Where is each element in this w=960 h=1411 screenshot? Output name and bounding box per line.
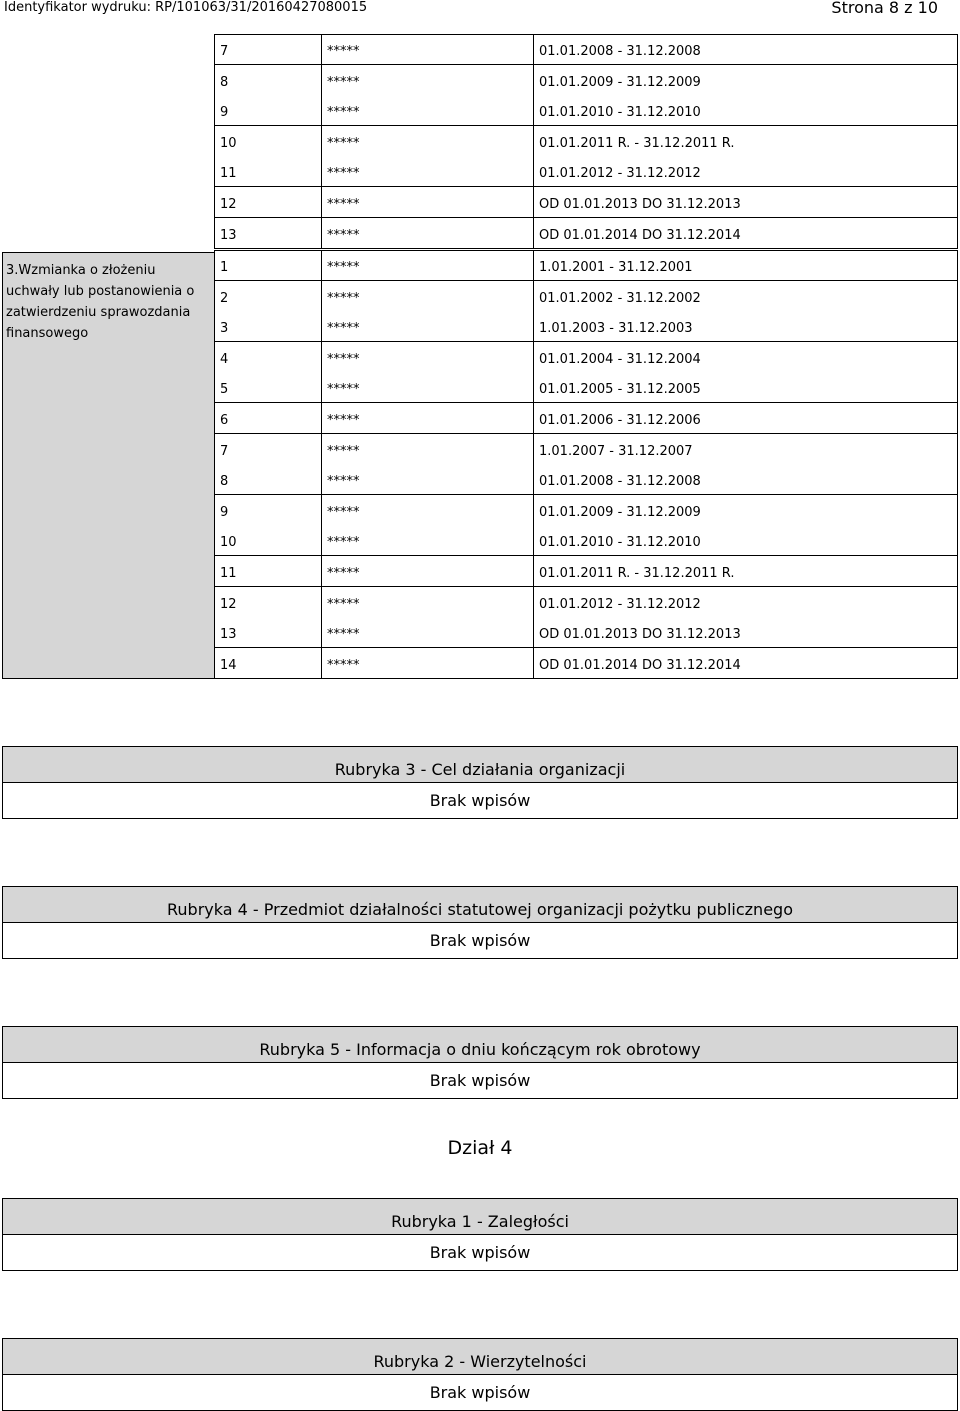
row-period: 1.01.2003 - 31.12.2003 [533,311,958,342]
row-number: 14 [214,648,321,679]
row-status: ***** [321,218,533,249]
dzial-4-rubryka-2-title: Rubryka 2 - Wierzytelności [3,1339,957,1375]
dzial-heading: Dział 4 [447,1137,513,1159]
row-period: 1.01.2001 - 31.12.2001 [533,250,958,281]
table-row [214,156,958,187]
row-status: ***** [321,156,533,187]
row-status: ***** [321,342,533,373]
row-period: 01.01.2012 - 31.12.2012 [533,156,958,187]
row-status: ***** [321,495,533,526]
dzial-4-rubryka-1-content: Brak wpisów [429,1243,531,1262]
row-status: ***** [321,65,533,96]
row-period: 1.01.2007 - 31.12.2007 [533,434,958,465]
row-status: ***** [321,403,533,434]
dzial-4-rubryka-1-title: Rubryka 1 - Zaległości [3,1199,957,1235]
table-row [214,617,958,648]
row-number: 11 [214,156,321,187]
rubryka-5-content: Brak wpisów [429,1071,531,1090]
table-row [214,434,958,465]
print-identifier: Identyfikator wydruku: RP/101063/31/20160427080015 [4,0,368,15]
table-row [214,556,958,587]
row-number: 6 [214,403,321,434]
table-row [214,464,958,495]
rubryka-3 [2,746,958,819]
table-row [214,187,958,218]
row-number: 8 [214,464,321,495]
row-status: ***** [321,34,533,65]
row-number: 4 [214,342,321,373]
section-3-label: 3.Wzmianka o złożeniu uchwały lub postanowienia o zatwierdzeniu sprawozdania finansowego [6,263,195,341]
rubryka-3-content: Brak wpisów [429,791,531,810]
table-row [214,525,958,556]
row-period: 01.01.2006 - 31.12.2006 [533,403,958,434]
table-row [214,587,958,618]
row-status: ***** [321,464,533,495]
table-row [214,311,958,342]
row-status: ***** [321,587,533,618]
row-status: ***** [321,187,533,218]
row-period: OD 01.01.2013 DO 31.12.2013 [533,617,958,648]
row-status: ***** [321,525,533,556]
rubryka-3-title: Rubryka 3 - Cel działania organizacji [3,747,957,783]
dzial-4-rubryka-2 [2,1338,958,1411]
table-row [214,34,958,65]
row-period: 01.01.2008 - 31.12.2008 [533,34,958,65]
row-period: OD 01.01.2014 DO 31.12.2014 [533,218,958,249]
row-number: 5 [214,372,321,403]
row-period: OD 01.01.2013 DO 31.12.2013 [533,187,958,218]
row-period: 01.01.2009 - 31.12.2009 [533,65,958,96]
row-period: 01.01.2010 - 31.12.2010 [533,95,958,126]
row-number: 2 [214,281,321,312]
row-period: 01.01.2002 - 31.12.2002 [533,281,958,312]
row-number: 11 [214,556,321,587]
row-status: ***** [321,126,533,157]
row-number: 12 [214,187,321,218]
row-period: 01.01.2012 - 31.12.2012 [533,587,958,618]
table-row [214,495,958,526]
row-period: 01.01.2009 - 31.12.2009 [533,495,958,526]
table-row [214,372,958,403]
row-number: 10 [214,126,321,157]
rubryka-4-content: Brak wpisów [429,931,531,950]
row-number: 9 [214,495,321,526]
table-row [214,126,958,157]
table-row [214,403,958,434]
row-status: ***** [321,556,533,587]
table-row [214,281,958,312]
table-top-border [214,250,958,251]
rubryka-4-title: Rubryka 4 - Przedmiot działalności statutowej organizacji pożytku publicznego [3,887,957,923]
row-period: 01.01.2005 - 31.12.2005 [533,372,958,403]
row-number: 10 [214,525,321,556]
row-number: 13 [214,218,321,249]
row-number: 12 [214,587,321,618]
row-status: ***** [321,311,533,342]
row-status: ***** [321,648,533,679]
rubryka-5-title: Rubryka 5 - Informacja o dniu kończącym rok obrotowy [3,1027,957,1063]
row-status: ***** [321,617,533,648]
row-number: 13 [214,617,321,648]
row-status: ***** [321,372,533,403]
dzial-4-rubryka-2-content: Brak wpisów [429,1383,531,1402]
row-period: 01.01.2004 - 31.12.2004 [533,342,958,373]
row-number: 8 [214,65,321,96]
row-number: 7 [214,34,321,65]
row-period: 01.01.2011 R. - 31.12.2011 R. [533,126,958,157]
table-row [214,648,958,679]
table-top-border [214,34,958,35]
row-status: ***** [321,250,533,281]
row-status: ***** [321,434,533,465]
table-row [214,250,958,281]
row-number: 7 [214,434,321,465]
dzial-4-rubryka-1 [2,1198,958,1271]
row-number: 1 [214,250,321,281]
row-number: 9 [214,95,321,126]
row-status: ***** [321,281,533,312]
row-number: 3 [214,311,321,342]
rubryka-4 [2,886,958,959]
row-status: ***** [321,95,533,126]
table-row [214,218,958,249]
page-number: Strona 8 z 10 [831,0,938,17]
table-row [214,65,958,96]
rubryka-5 [2,1026,958,1099]
row-period: OD 01.01.2014 DO 31.12.2014 [533,648,958,679]
row-period: 01.01.2008 - 31.12.2008 [533,464,958,495]
row-period: 01.01.2010 - 31.12.2010 [533,525,958,556]
table-row [214,342,958,373]
table-row [214,95,958,126]
row-period: 01.01.2011 R. - 31.12.2011 R. [533,556,958,587]
